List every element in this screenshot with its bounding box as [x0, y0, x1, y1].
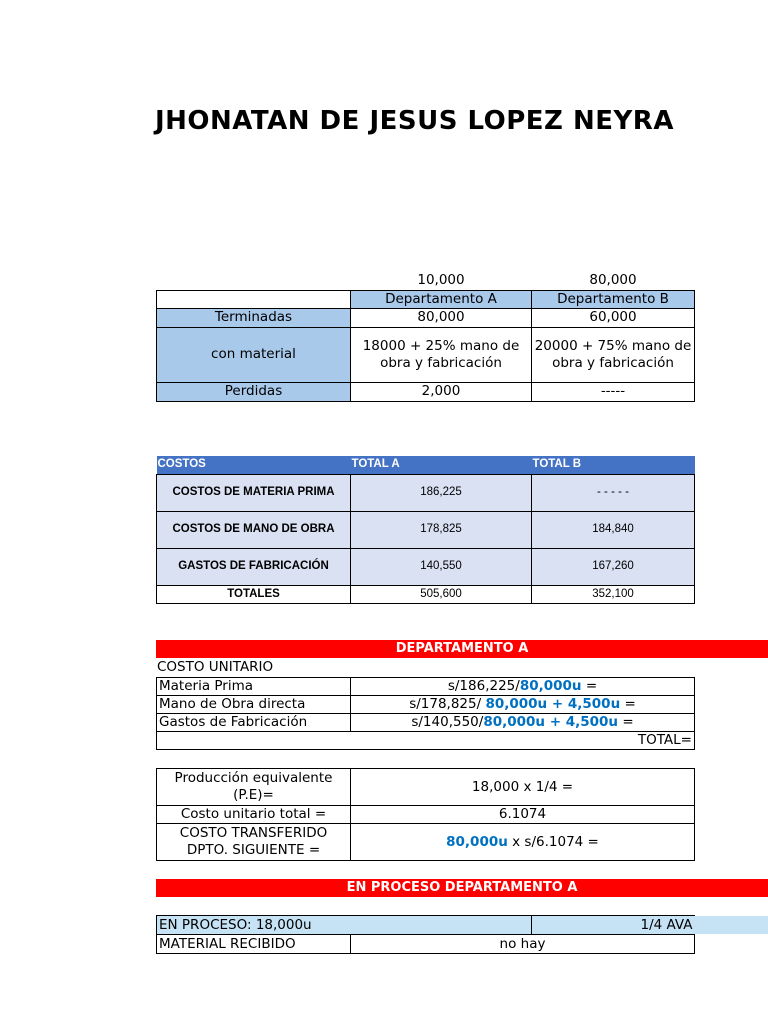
unit-cost-formula [351, 714, 695, 732]
material-label: MATERIAL RECIBIDO [157, 935, 351, 954]
cost-value-b: 184,840 [532, 511, 695, 548]
page-title: JHONATAN DE JESUS LOPEZ NEYRA [155, 106, 674, 136]
cost-value-a: 186,225 [351, 474, 532, 511]
top-value-a: 10,000 [417, 272, 465, 289]
totals-value-a: 505,600 [351, 585, 532, 603]
in-process-label: EN PROCESO: 18,000u [157, 916, 532, 935]
formula-units: 80,000u [519, 678, 582, 694]
row-value-b: 60,000 [532, 308, 695, 327]
unit-cost-formula [351, 696, 695, 714]
formula-suffix: = [620, 696, 636, 712]
formula-units: 80,000u + 4,500u [485, 696, 621, 712]
row-label-terminadas: Terminadas [157, 308, 351, 327]
header-dept-a: Departamento A [351, 290, 532, 308]
process-banner: EN PROCESO DEPARTAMENTO A [156, 879, 768, 897]
blank-cell [157, 272, 351, 290]
formula-suffix: = [581, 678, 598, 694]
units-table [156, 272, 695, 402]
transfer-units: 80,000u [446, 833, 508, 850]
costs-table [156, 456, 695, 604]
unit-cost-table [156, 677, 695, 750]
row-label-con-material: con material [157, 327, 351, 382]
transfer-formula [351, 824, 695, 861]
formula-prefix: s/178,825/ [409, 696, 486, 712]
cost-value-a: 178,825 [351, 511, 532, 548]
cost-value-a: 140,550 [351, 548, 532, 585]
unit-cost-formula [351, 678, 695, 696]
totals-value-b: 352,100 [532, 585, 695, 603]
cost-label: COSTOS DE MANO DE OBRA [157, 511, 351, 548]
row-value-a: 18000 + 25% mano de obra y fabricación [351, 327, 532, 382]
transfer-rest: x s/6.1074 = [507, 833, 599, 850]
unit-cost-label: Mano de Obra directa [157, 696, 351, 714]
header-dept-b: Departamento B [532, 290, 695, 308]
in-process-value: 1/4 AVA [532, 916, 695, 935]
material-value: no hay [351, 935, 695, 954]
row-value-a: 2,000 [351, 382, 532, 401]
cost-value-b: - - - - - [532, 474, 695, 511]
cost-label: GASTOS DE FABRICACIÓN [157, 548, 351, 585]
unit-total-label: Costo unitario total = [157, 806, 351, 824]
cost-value-b: 167,260 [532, 548, 695, 585]
costs-header: TOTAL A [351, 456, 532, 474]
totals-label: TOTALES [157, 585, 351, 603]
total-label: TOTAL= [157, 732, 695, 750]
formula-prefix: s/140,550/ [411, 714, 484, 730]
pe-value: 18,000 x 1/4 = [351, 769, 695, 806]
header-blank [157, 290, 351, 308]
row-value-a: 80,000 [351, 308, 532, 327]
equivalent-table [156, 768, 695, 861]
transfer-label: COSTO TRANSFERIDO DPTO. SIGUIENTE = [157, 824, 351, 861]
process-row-fill [694, 916, 768, 934]
row-label-perdidas: Perdidas [157, 382, 351, 401]
formula-units: 80,000u + 4,500u [483, 714, 619, 730]
costs-header: TOTAL B [532, 456, 695, 474]
pe-label: Producción equivalente (P.E)= [157, 769, 351, 806]
formula-prefix: s/186,225/ [447, 678, 520, 694]
unit-cost-label: Materia Prima [157, 678, 351, 696]
top-value-b: 80,000 [589, 272, 637, 289]
row-value-b: ----- [532, 382, 695, 401]
unit-cost-subtitle: COSTO UNITARIO [157, 659, 274, 675]
unit-total-value: 6.1074 [351, 806, 695, 824]
costs-header: COSTOS [157, 456, 351, 474]
formula-suffix: = [618, 714, 634, 730]
row-value-b: 20000 + 75% mano de obra y fabricación [532, 327, 695, 382]
unit-cost-label: Gastos de Fabricación [157, 714, 351, 732]
process-table [156, 915, 695, 954]
dept-a-banner: DEPARTAMENTO A [156, 640, 768, 658]
cost-label: COSTOS DE MATERIA PRIMA [157, 474, 351, 511]
